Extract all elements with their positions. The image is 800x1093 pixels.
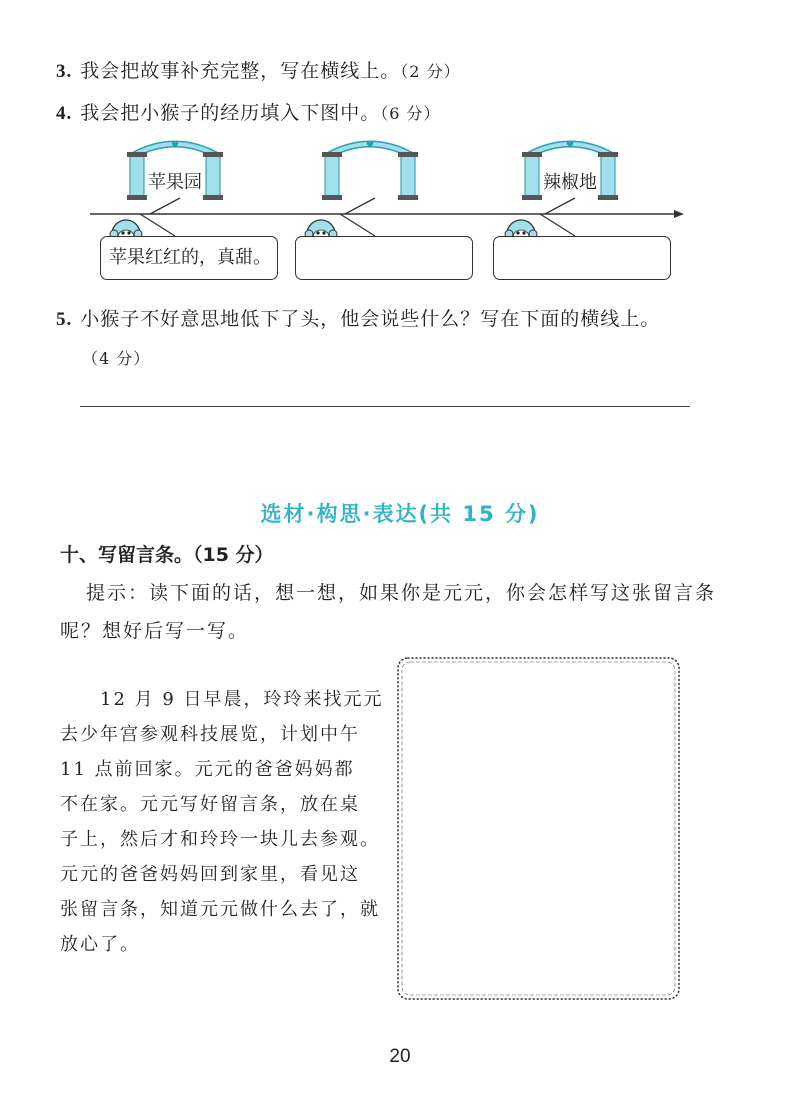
- question-number: 5.: [56, 309, 73, 330]
- answer-line[interactable]: [80, 406, 690, 407]
- passage: [60, 682, 384, 962]
- question-text: 小猴子不好意思地低下了头，他会说些什么？写在下面的横线上。: [80, 308, 661, 330]
- question-5: [56, 304, 660, 331]
- note-writing-box[interactable]: [396, 656, 681, 1001]
- question-points: （4 分）: [82, 349, 151, 368]
- question-10-heading: 十、写留言条。（15 分）: [60, 544, 274, 566]
- branch-down-2: [340, 214, 375, 236]
- passage-line: 元元的爸爸妈妈回到家里，看见这: [60, 864, 360, 885]
- branch-up-1: [150, 198, 180, 214]
- passage-line: 张留言条，知道元元做什么去了，就: [60, 899, 380, 920]
- question-points: （2 分）: [400, 62, 461, 81]
- branch-up-3: [545, 198, 575, 214]
- hint-line-1: 提示：读下面的话，想一想，如果你是元元，你会怎样写这张留言条: [86, 582, 717, 604]
- hint-line-2: 呢？想好后写一写。: [60, 620, 250, 642]
- question-points: （6 分）: [380, 104, 441, 123]
- svg-text:♥: ♥: [170, 141, 180, 151]
- gate-label-1: 苹果园: [148, 172, 202, 193]
- question-number: 4.: [56, 103, 73, 124]
- answer-box-3[interactable]: [493, 236, 671, 280]
- svg-text:♥: ♥: [565, 141, 575, 151]
- question-text: 我会把故事补充完整，写在横线上。: [80, 60, 401, 82]
- gate-label-3: 辣椒地: [543, 172, 597, 193]
- question-3: [56, 56, 461, 83]
- page-number: 20: [389, 1046, 411, 1067]
- monkey-journey-diagram: [80, 132, 700, 292]
- answer-box-2[interactable]: [295, 236, 473, 280]
- branch-up-2: [345, 198, 375, 214]
- passage-line: 11 点前回家。元元的爸爸妈妈都: [60, 759, 355, 780]
- answer-box-1: 苹果红红的，真甜。: [100, 236, 278, 280]
- passage-line: 不在家。元元写好留言条，放在桌: [60, 794, 360, 815]
- arch-gate-2: [322, 141, 418, 200]
- branch-down-1: [140, 214, 175, 236]
- timeline-arrow: [674, 210, 684, 218]
- passage-line: 12 月 9 日早晨，玲玲来找元元: [100, 689, 384, 710]
- passage-line: 放心了。: [60, 934, 140, 955]
- passage-line: 子上，然后才和玲玲一块儿去参观。: [60, 829, 380, 850]
- question-number: 3.: [56, 61, 73, 82]
- question-4: [56, 98, 441, 125]
- question-5-points: [82, 346, 150, 369]
- question-text: 我会把小猴子的经历填入下图中。: [80, 102, 381, 124]
- section-title: 选材·构思·表达(共 15 分): [260, 502, 540, 526]
- svg-text:♥: ♥: [365, 141, 375, 151]
- passage-line: 去少年宫参观科技展览，计划中午: [60, 724, 360, 745]
- branch-down-3: [540, 214, 575, 236]
